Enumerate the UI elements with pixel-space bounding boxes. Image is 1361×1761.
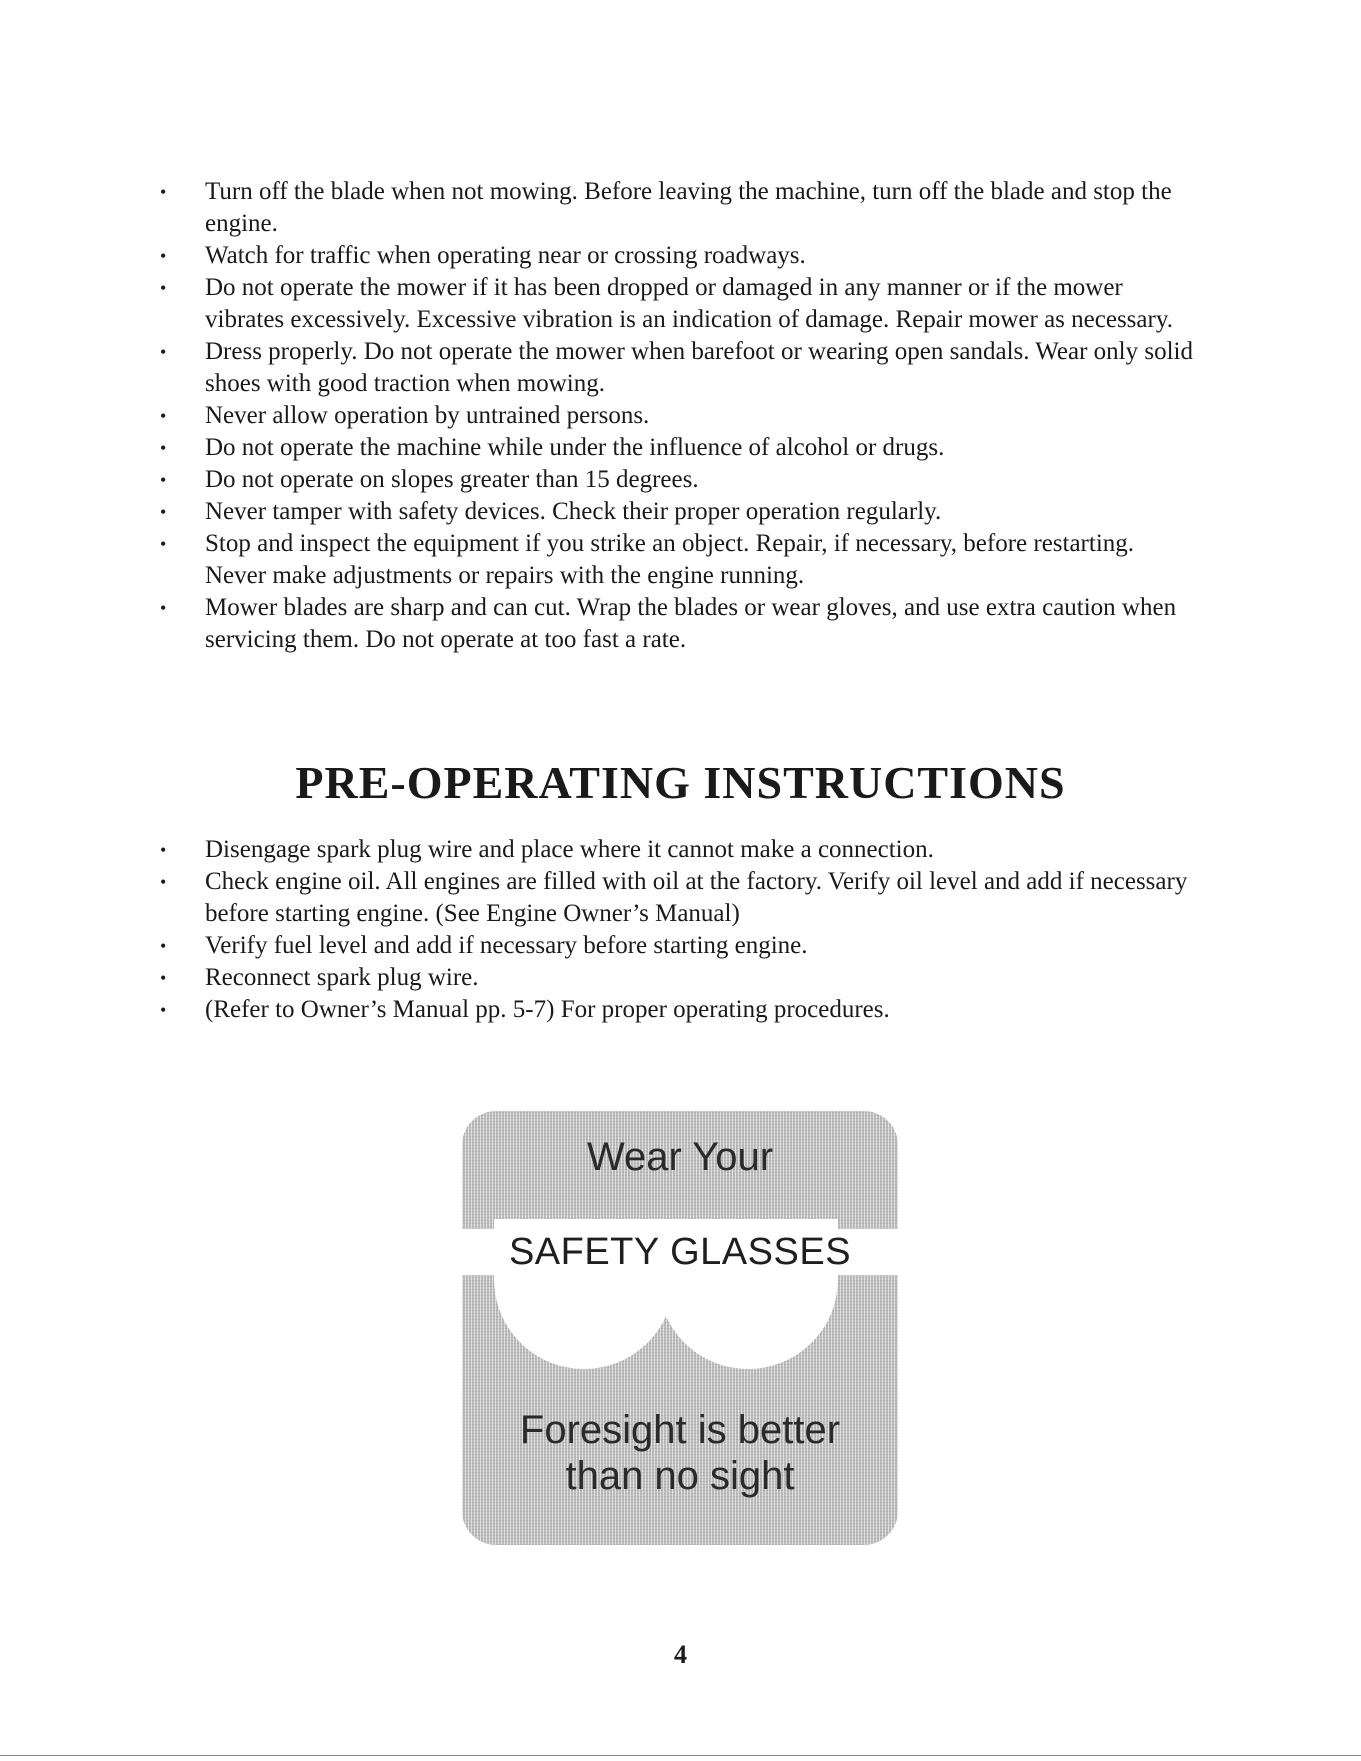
- list-item: [160, 528, 1200, 592]
- sign-bottom-text: [462, 1407, 898, 1499]
- sign-top-text: Wear Your: [586, 1135, 774, 1179]
- section-heading: PRE-OPERATING INSTRUCTIONS: [295, 757, 1066, 808]
- list-item-text: Never allow operation by untrained persons.: [205, 402, 650, 429]
- list-item-text: Do not operate the machine while under the influence of alcohol or drugs.: [205, 434, 945, 461]
- list-item: [160, 834, 1200, 866]
- sign-middle-text: SAFETY GLASSES: [508, 1231, 852, 1273]
- list-item-text: Verify fuel level and add if necessary before starting engine.: [205, 932, 808, 959]
- bullet-icon: •: [160, 936, 167, 956]
- pre-operating-list: [160, 834, 1200, 1026]
- bullet-icon: •: [160, 470, 167, 490]
- bullet-icon: •: [160, 1000, 167, 1020]
- list-item-text: (Refer to Owner’s Manual pp. 5-7) For proper operating procedures.: [205, 996, 890, 1023]
- sign-bottom-line-2: than no sight: [565, 1454, 795, 1498]
- list-item: [160, 336, 1200, 400]
- bullet-icon: •: [160, 438, 167, 458]
- bullet-icon: •: [160, 872, 167, 892]
- list-item-text: Stop and inspect the equipment if you strike an object. Repair, if necessary, before restarting. Never make adjustments or repairs with the engine running.: [205, 530, 1135, 589]
- list-item-text: Turn off the blade when not mowing. Before leaving the machine, turn off the blade and stop the engine.: [205, 178, 1172, 237]
- list-item: [160, 272, 1200, 336]
- page-number: 4: [674, 1640, 687, 1669]
- list-item: [160, 930, 1200, 962]
- bullet-icon: •: [160, 342, 167, 362]
- list-item: [160, 464, 1200, 496]
- list-item-text: Mower blades are sharp and can cut. Wrap the blades or wear gloves, and use extra caution when servicing them. Do not operate at too fast a rate.: [205, 594, 1177, 653]
- safety-rules-list: [160, 176, 1200, 656]
- list-item-text: Disengage spark plug wire and place where it cannot make a connection.: [205, 836, 934, 863]
- list-item-text: Reconnect spark plug wire.: [205, 964, 479, 991]
- list-item: [160, 176, 1200, 240]
- bullet-icon: •: [160, 406, 167, 426]
- bullet-icon: •: [160, 182, 167, 202]
- page-bottom-rule: [0, 1755, 1361, 1756]
- list-item: [160, 592, 1200, 656]
- list-item: [160, 866, 1200, 930]
- list-item-text: Watch for traffic when operating near or crossing roadways.: [205, 242, 806, 269]
- list-item: [160, 994, 1200, 1026]
- bullet-icon: •: [160, 534, 167, 554]
- list-item-text: Never tamper with safety devices. Check their proper operation regularly.: [205, 498, 942, 525]
- list-item: [160, 496, 1200, 528]
- list-item: [160, 240, 1200, 272]
- list-item: [160, 432, 1200, 464]
- bullet-icon: •: [160, 502, 167, 522]
- list-item-text: Dress properly. Do not operate the mower when barefoot or wearing open sandals. Wear only solid shoes with good traction when mowing.: [205, 338, 1193, 397]
- sign-bottom-line-1: Foresight is better: [519, 1408, 841, 1452]
- safety-glasses-sign: [462, 1111, 898, 1545]
- bullet-icon: •: [160, 968, 167, 988]
- list-item: [160, 962, 1200, 994]
- bullet-icon: •: [160, 840, 167, 860]
- list-item-text: Do not operate the mower if it has been dropped or damaged in any manner or if the mower vibrates excessively. Excessive vibration is an indication of damage. Repair mower as necessary.: [205, 274, 1173, 333]
- bullet-icon: •: [160, 598, 167, 618]
- bullet-icon: •: [160, 246, 167, 266]
- list-item: [160, 400, 1200, 432]
- list-item-text: Do not operate on slopes greater than 15 degrees.: [205, 466, 699, 493]
- bullet-icon: •: [160, 278, 167, 298]
- list-item-text: Check engine oil. All engines are filled with oil at the factory. Verify oil level and add if necessary before starting engine. (See Engine Owner’s Manual): [205, 868, 1188, 927]
